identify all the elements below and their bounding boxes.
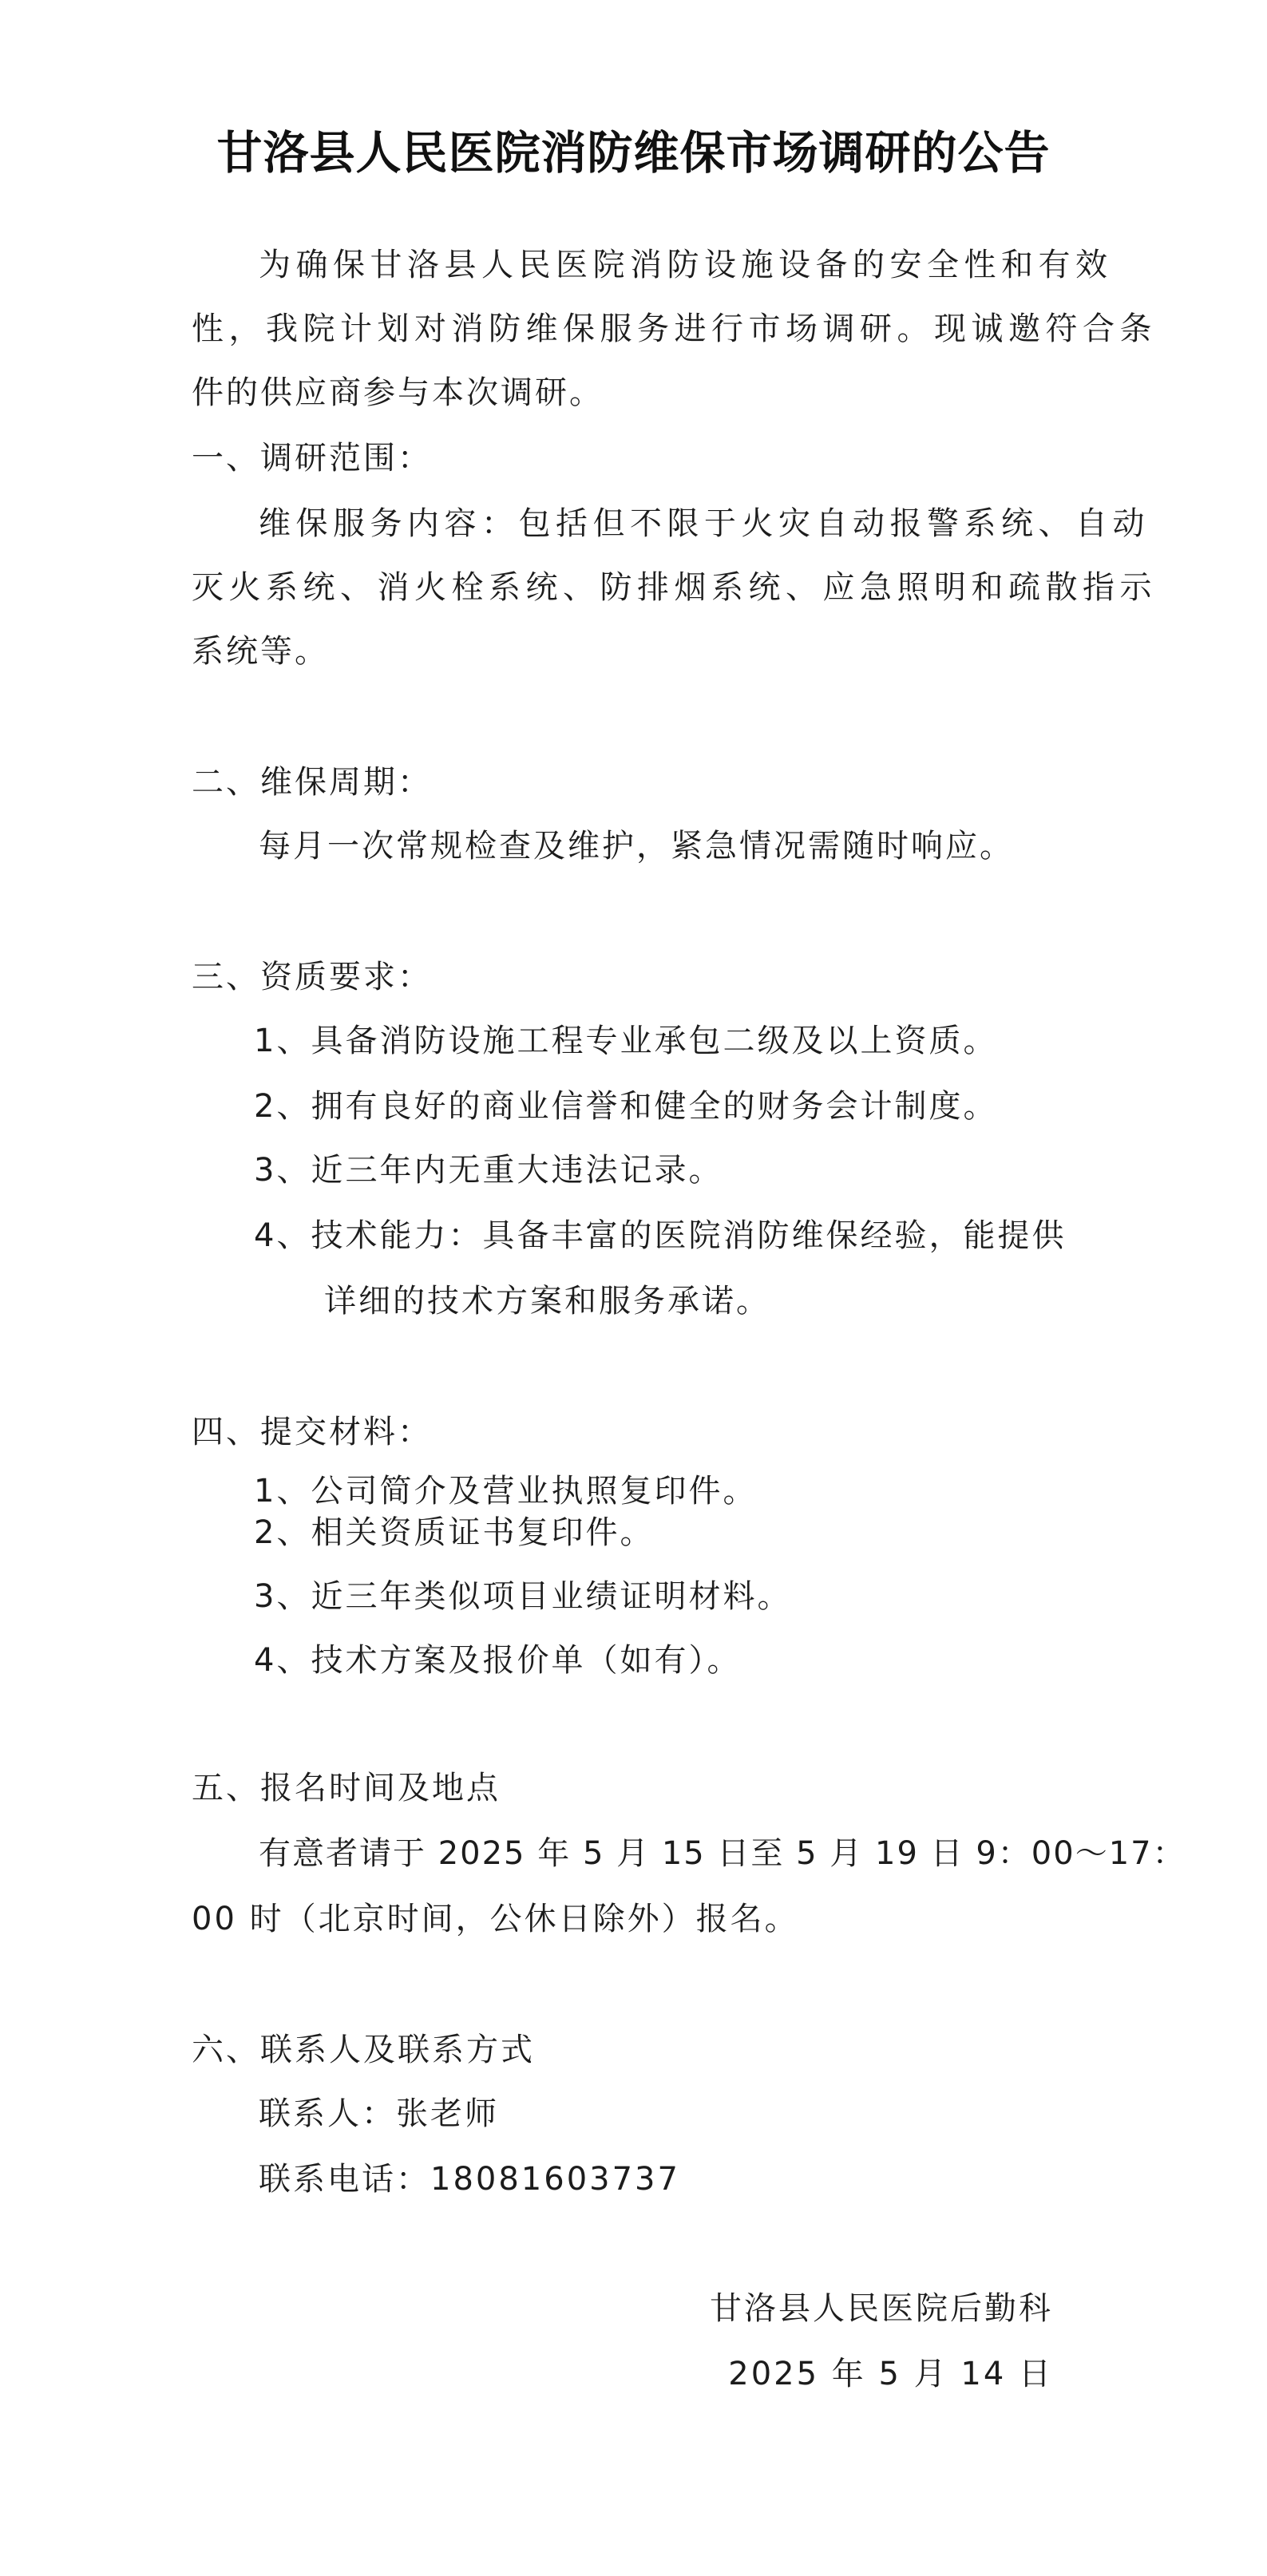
intro-line-3: 件的供应商参与本次调研。 [192, 374, 604, 411]
scope-line-1: 维保服务内容：包括但不限于火灾自动报警系统、自动 [259, 505, 1150, 542]
signature-date: 2025 年 5 月 14 日 [728, 2356, 1053, 2392]
qualification-item-1: 1、具备消防设施工程专业承包二级及以上资质。 [254, 1023, 998, 1059]
material-item-2: 2、相关资质证书复印件。 [254, 1514, 655, 1551]
scope-line-2: 灭火系统、消火栓系统、防排烟系统、应急照明和疏散指示 [192, 569, 1157, 606]
contact-phone: 联系电话：18081603737 [259, 2161, 680, 2198]
section-heading-period: 二、维保周期： [192, 764, 432, 801]
qualification-item-4-cont: 详细的技术方案和服务承诺。 [324, 1283, 770, 1320]
section-heading-qualifications: 三、资质要求： [192, 959, 432, 995]
qualification-item-2: 2、拥有良好的商业信誉和健全的财务会计制度。 [254, 1088, 998, 1125]
contact-person: 联系人：张老师 [259, 2095, 499, 2132]
period-line-1: 每月一次常规检查及维护，紧急情况需随时响应。 [259, 828, 1014, 865]
section-heading-materials: 四、提交材料： [192, 1414, 432, 1450]
section-heading-registration: 五、报名时间及地点 [192, 1770, 501, 1806]
material-item-1: 1、公司简介及营业执照复印件。 [254, 1473, 758, 1510]
qualification-item-3: 3、近三年内无重大违法记录。 [254, 1152, 723, 1189]
signature-org: 甘洛县人民医院后勤科 [710, 2290, 1053, 2327]
qualification-item-4: 4、技术能力：具备丰富的医院消防维保经验，能提供 [254, 1217, 1067, 1254]
section-heading-scope: 一、调研范围： [192, 440, 432, 477]
page-title: 甘洛县人民医院消防维保市场调研的公告 [216, 126, 1051, 180]
registration-line-1: 有意者请于 2025 年 5 月 15 日至 5 月 19 日 9：00～17： [259, 1835, 1186, 1872]
scope-line-3: 系统等。 [192, 633, 329, 670]
intro-line-1: 为确保甘洛县人民医院消防设施设备的安全性和有效 [259, 247, 1113, 283]
intro-line-2: 性，我院计划对消防维保服务进行市场调研。现诚邀符合条 [192, 311, 1157, 347]
material-item-3: 3、近三年类似项目业绩证明材料。 [254, 1578, 792, 1615]
registration-line-2: 00 时（北京时间，公休日除外）报名。 [192, 1901, 799, 1937]
section-heading-contact: 六、联系人及联系方式 [192, 2032, 535, 2068]
material-item-4: 4、技术方案及报价单（如有）。 [254, 1642, 742, 1679]
